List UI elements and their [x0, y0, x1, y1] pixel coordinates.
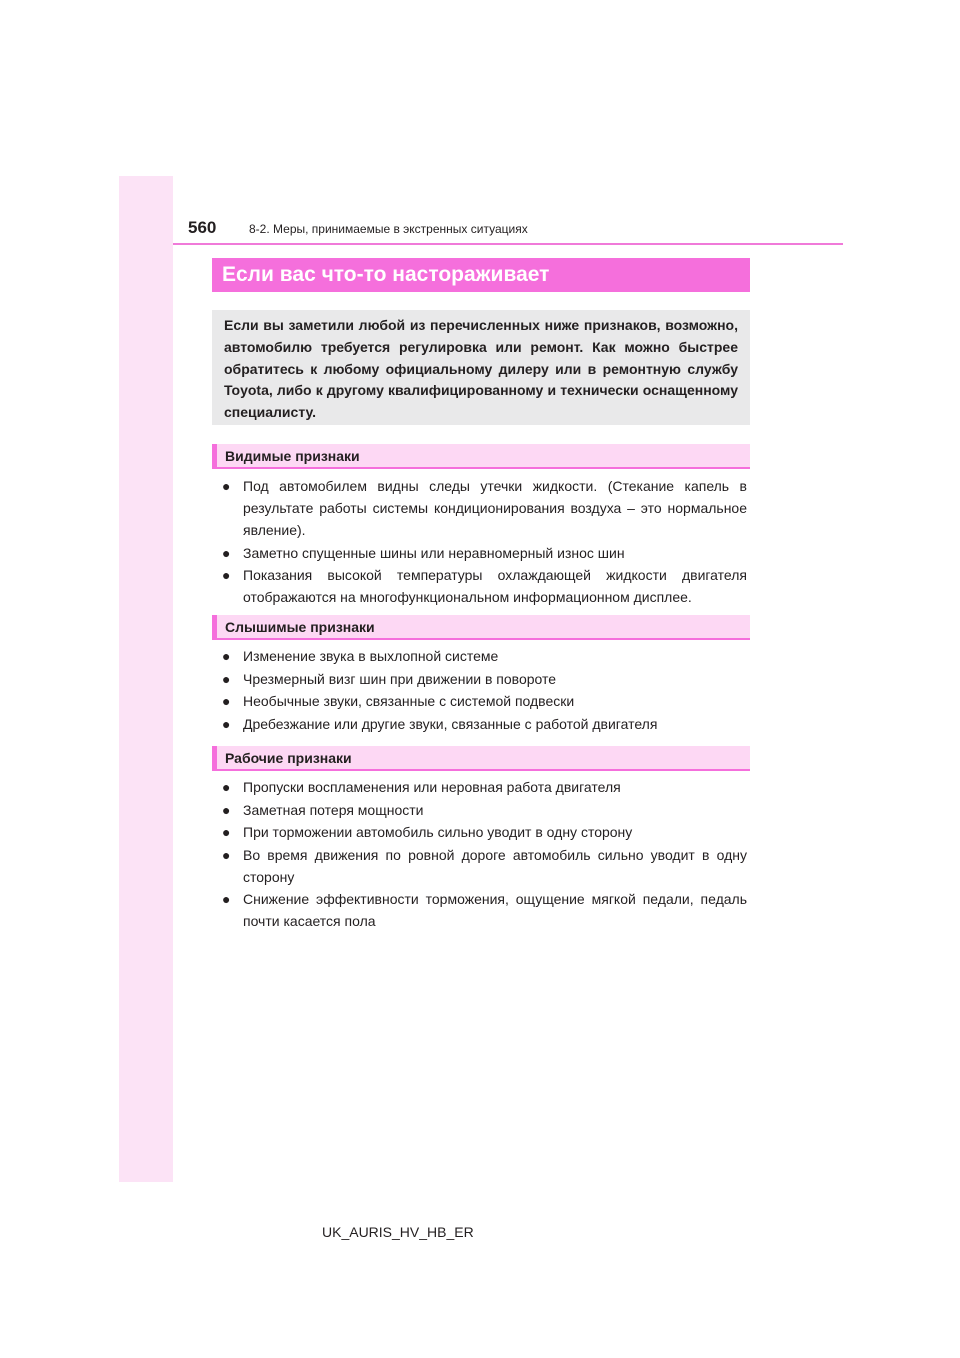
list-item	[222, 799, 747, 821]
list-item	[222, 776, 747, 798]
list-item-text: Изменение звука в выхлопной системе	[243, 648, 499, 664]
bullet-icon: ●	[222, 824, 231, 840]
bullet-icon: ●	[222, 567, 231, 583]
list-item	[222, 645, 747, 667]
bullet-icon: ●	[222, 715, 231, 732]
list-item	[222, 564, 747, 608]
intro-text: Если вы заметили любой из перечисленных ниже признаков, возможно, автомобилю требуется регулировка или ремонт. Как можно быстрее обратитесь к любому официальному дилеру или в ремонтную службу Toyota, либо к другому квалифицированному и технически оснащенному специалисту.	[224, 317, 738, 421]
page-title: Если вас что-то настораживает	[212, 258, 750, 292]
bullet-icon: ●	[222, 693, 231, 709]
bullet-icon: ●	[222, 891, 231, 907]
list-item	[222, 668, 747, 690]
subheader-operational-signs: Рабочие признаки	[212, 746, 750, 771]
footer-code: UK_AURIS_HV_HB_ER	[322, 1224, 474, 1240]
list-item	[222, 475, 747, 541]
list-item-text: Заметно спущенные шины или неравномерный износ шин	[243, 544, 625, 561]
section-header: 8-2. Меры, принимаемые в экстренных ситуациях	[249, 222, 528, 236]
list-audible-signs	[222, 645, 747, 735]
list-item	[222, 888, 747, 932]
header-rule	[173, 243, 843, 245]
list-item	[222, 542, 747, 564]
list-operational-signs	[222, 776, 747, 933]
list-visible-signs	[222, 475, 747, 609]
list-item	[222, 713, 747, 735]
bullet-icon: ●	[222, 779, 231, 795]
list-item-text: Показания высокой температуры охлаждающей жидкости двигателя отображаются на многофункциональном информационном дисплее.	[243, 567, 747, 605]
list-item-text: Заметная потеря мощности	[243, 801, 424, 818]
page-number: 560	[188, 218, 217, 237]
bullet-icon: ●	[222, 801, 231, 818]
subheader-visible-signs: Видимые признаки	[212, 444, 750, 469]
list-item-text: Снижение эффективности торможения, ощущение мягкой педали, педаль почти касается пола	[243, 891, 747, 929]
list-item	[222, 844, 747, 888]
list-item-text: Во время движения по ровной дороге автомобиль сильно уводит в одну сторону	[243, 846, 747, 885]
bullet-icon: ●	[222, 846, 231, 863]
list-item	[222, 821, 747, 843]
intro-box	[212, 310, 750, 425]
list-item-text: Под автомобилем видны следы утечки жидкости. (Стекание капель в результате работы системы кондиционирования воздуха – это нормальное явление).	[243, 478, 747, 538]
list-item-text: При торможении автомобиль сильно уводит в одну сторону	[243, 824, 633, 840]
side-tab-bar	[119, 176, 173, 1182]
bullet-icon: ●	[222, 648, 231, 664]
list-item-text: Пропуски воспламенения или неровная работа двигателя	[243, 779, 621, 795]
list-item-text: Необычные звуки, связанные с системой подвески	[243, 693, 575, 709]
list-item-text: Чрезмерный визг шин при движении в повороте	[243, 670, 557, 687]
subheader-audible-signs: Слышимые признаки	[212, 615, 750, 640]
bullet-icon: ●	[222, 670, 231, 687]
list-item	[222, 690, 747, 712]
list-item-text: Дребезжание или другие звуки, связанные с работой двигателя	[243, 715, 658, 732]
bullet-icon: ●	[222, 478, 231, 494]
bullet-icon: ●	[222, 544, 231, 561]
